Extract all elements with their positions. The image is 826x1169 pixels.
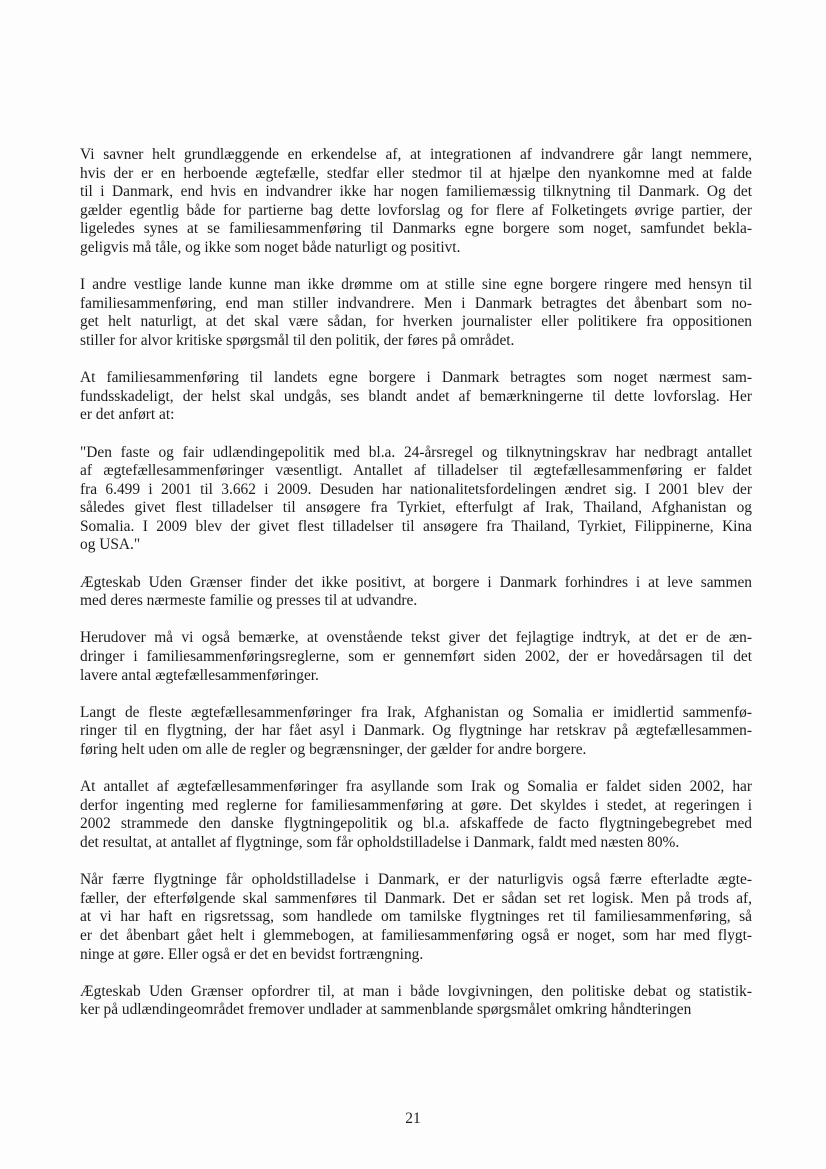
text-line: lavere antal ægtefællesammenføringer. xyxy=(80,666,319,684)
text-line: og USA." xyxy=(80,536,141,554)
text-line: stiller for alvor kritiske spørgsmål til den politik, der føres på området. xyxy=(80,331,515,349)
text-line: Ægteskab Uden Grænser opfordrer til, at man i både lovgivningen, den politiske debat og statistik- xyxy=(80,982,752,1000)
text-line: føring helt uden om alle de regler og begrænsninger, der gælder for andre borgere. xyxy=(80,741,587,758)
text-line: fæller, der efterfølgende skal sammenføres til Danmark. Det er sådan set ret logisk. Men på trods af, xyxy=(80,889,752,907)
text-line: Langt de fleste ægtefællesammenføringer fra Irak, Afghanistan og Somalia er imidlertid sammenfø- xyxy=(80,703,752,721)
text-line: fra 6.499 i 2001 til 3.662 i 2009. Desuden har nationalitetsfordelingen ændret sig. I 2001 blev der xyxy=(80,480,752,498)
text-line: det resultat, at antallet af flygtninge, som får opholdstilladelse i Danmark, faldt med næsten 80%. xyxy=(80,833,680,851)
text-line: Vi savner helt grundlæggende en erkendelse af, at integrationen af indvandrere går langt nemmere, xyxy=(80,146,752,163)
text-line: ker på udlændingeområdet fremover undlader at sammenblande spørgsmålet omkring håndteringen xyxy=(80,1001,692,1019)
text-line: "Den faste og fair udlændingepolitik med bl.a. 24-årsregel og tilknytningskrav har nedbragt antallet xyxy=(80,443,752,461)
text-line: Somalia. I 2009 blev der givet flest tilladelser til ansøgere fra Thailand, Tyrkiet, Filippinerne, Kina xyxy=(80,517,752,535)
text-line: get helt naturligt, at det skal være sådan, for hverken journalister eller politikere fra oppositionen xyxy=(80,313,752,331)
text-line: hvis der er en herboende ægtefælle, stedfar eller stedmor til at hjælpe den nyankomne med at falde xyxy=(80,164,752,182)
text-line: med deres nærmeste familie og presses til at udvandre. xyxy=(80,592,418,610)
text-line: familiesammenføring, end man stiller indvandrere. Men i Danmark betragtes det åbenbart som no- xyxy=(80,294,752,312)
text-line: I andre vestlige lande kunne man ikke drømme om at stille sine egne borgere ringere med hensyn til xyxy=(80,276,752,294)
text-line: geligvis må tåle, og ikke som noget både naturligt og positivt. xyxy=(80,238,461,256)
text-line: Når færre flygtninge får opholdstilladelse i Danmark, er der naturligvis også færre efterladte ægte- xyxy=(80,871,752,889)
paragraph xyxy=(80,778,752,852)
text-line: At familiesammenføring til landets egne borgere i Danmark betragtes som noget nærmest sam- xyxy=(80,369,752,387)
paragraph xyxy=(80,629,752,685)
paragraph xyxy=(80,146,752,258)
paragraph xyxy=(80,983,752,1020)
text-line: derfor ingenting med reglerne for familiesammenføring at gøre. Det skyldes i stedet, at regeringen i xyxy=(80,796,752,814)
text-line: dringer i familiesammenføringsreglerne, som er gennemført siden 2002, der er hovedårsagen til det xyxy=(80,648,752,666)
paragraph xyxy=(80,704,752,760)
body-text xyxy=(80,146,752,1039)
page-number: 21 xyxy=(405,1110,421,1127)
text-line: ringer til en flygtning, der har fået asyl i Danmark. Og flygtninge har retskrav på ægtefællesammen- xyxy=(80,722,752,740)
text-line: til i Danmark, end hvis en indvandrer ikke har nogen familiemæssig tilknytning til Danmark. Og det xyxy=(80,183,752,201)
text-line: at vi har haft en rigsretssag, som handlede om tamilske flygtninges ret til familiesammenføring, så xyxy=(80,908,752,926)
text-line: ligeledes synes at se familiesammenføring til Danmarks egne borgere som noget, samfundet bekla- xyxy=(80,220,752,238)
paragraph xyxy=(80,369,752,425)
text-line: er det anført at: xyxy=(80,406,175,424)
paragraph xyxy=(80,574,752,611)
text-line: af ægtefællesammenføringer væsentligt. Antallet af tilladelser til ægtefællesammenføring er faldet xyxy=(80,462,752,480)
paragraph xyxy=(80,871,752,964)
text-line: gælder egentlig både for partierne bag dette lovforslag og for flere af Folketingets øvrige partier, der xyxy=(80,201,752,219)
text-line: Ægteskab Uden Grænser finder det ikke positivt, at borgere i Danmark forhindres i at leve sammen xyxy=(80,573,752,591)
text-line: ninge at gøre. Eller også er det en bevidst fortrængning. xyxy=(80,945,424,963)
paragraph xyxy=(80,444,752,556)
paragraph xyxy=(80,276,752,350)
text-line: At antallet af ægtefællesammenføringer fra asyllande som Irak og Somalia er faldet siden 2002, har xyxy=(80,778,752,796)
text-line: er det åbenbart gået helt i glemmebogen, at familiesammenføring også er noget, som har med flygt- xyxy=(80,926,752,944)
text-line: fundsskadeligt, der helst skal undgås, ses blandt andet af bemærkningerne til dette lovforslag. Her xyxy=(80,387,752,405)
text-line: 2002 strammede den danske flygtningepolitik og bl.a. afskaffede de facto flygtningebegrebet med xyxy=(80,815,752,833)
text-line: Herudover må vi også bemærke, at ovenstående tekst giver det fejlagtige indtryk, at det er de æn- xyxy=(80,629,752,647)
text-line: således givet flest tilladelser til ansøgere fra Tyrkiet, efterfulgt af Irak, Thailand, Afghanistan og xyxy=(80,499,752,517)
